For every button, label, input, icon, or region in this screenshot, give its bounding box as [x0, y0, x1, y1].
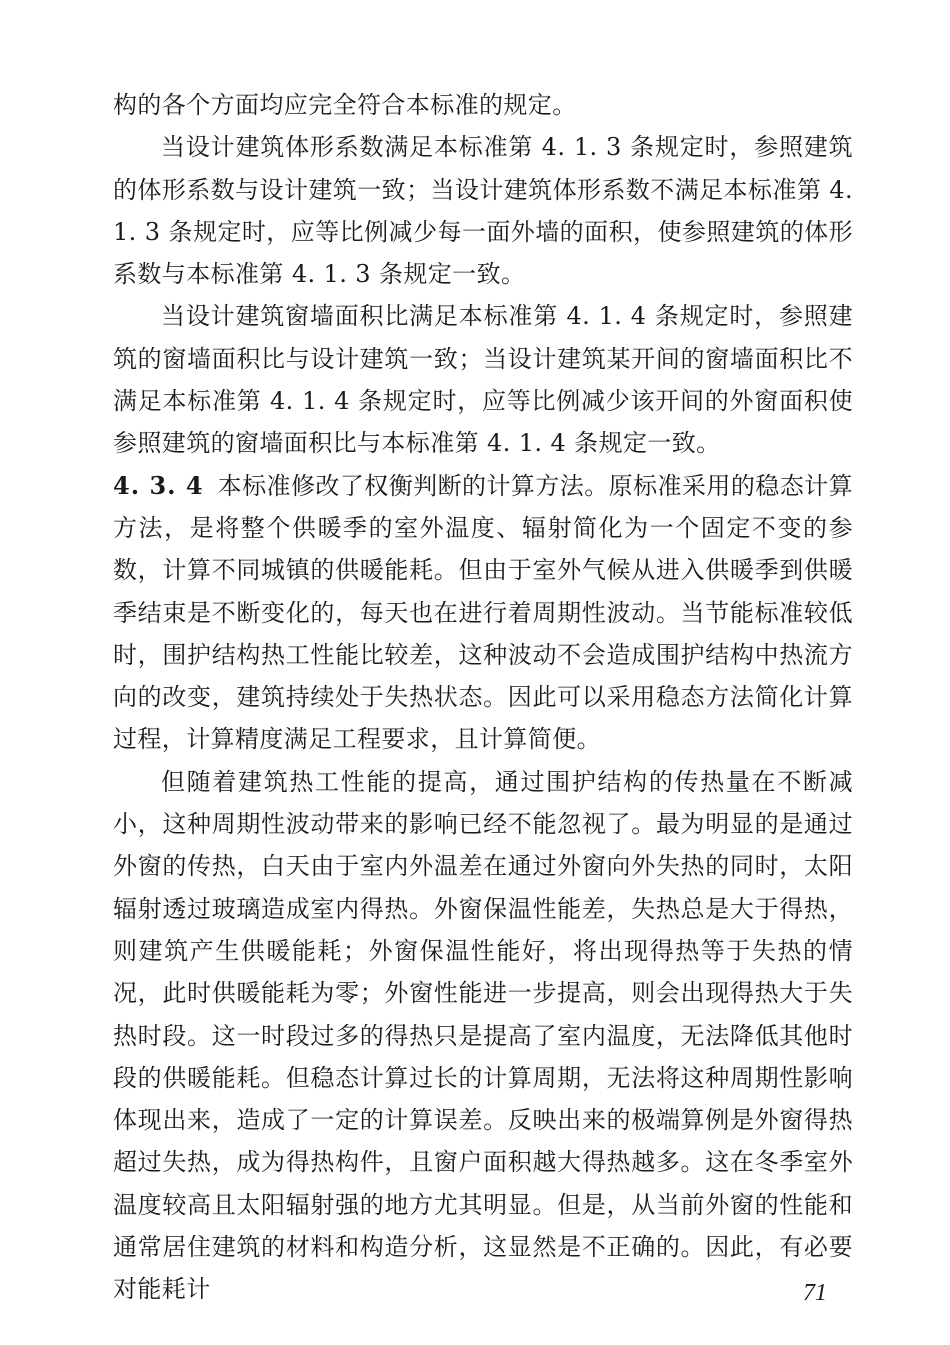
page-body [113, 84, 853, 1311]
paragraph-periodic-fluctuation: 但随着建筑热工性能的提高，通过围护结构的传热量在不断减小，这种周期性波动带来的影响已经不能忽视了。最为明显的是通过外窗的传热，白天由于室内外温差在通过外窗向外失热的同时，太阳辐射透过玻璃造成室内得热。外窗保温性能差，失热总是大于得热，则建筑产生供暖能耗；外窗保温性能好，将出现得热等于失热的情况，此时供暖能耗为零；外窗性能进一步提高，则会出现得热大于失热时段。这一时段过多的得热只是提高了室内温度，无法降低其他时段的供暖能耗。但稳态计算过长的计算周期，无法将这种周期性影响体现出来，造成了一定的计算误差。反映出来的极端算例是外窗得热超过失热，成为得热构件，且窗户面积越大得热越多。这在冬季室外温度较高且太阳辐射强的地方尤其明显。但是，从当前外窗的性能和通常居住建筑的材料和构造分析，这显然是不正确的。因此，有必要对能耗计 [113, 767, 853, 1304]
paragraph-shape-coefficient: 当设计建筑体形系数满足本标准第 4. 1. 3 条规定时，参照建筑的体形系数与设计建筑一致；当设计建筑体形系数不满足本标准第 4. 1. 3 条规定时，应等比例减少每一面外墙的面积，使参照建筑的体形系数与本标准第 4. 1. 3 条规定一致。 [113, 133, 853, 289]
paragraph-window-wall-ratio: 当设计建筑窗墙面积比满足本标准第 4. 1. 4 条规定时，参照建筑的窗墙面积比与设计建筑一致；当设计建筑某开间的窗墙面积比不满足本标准第 4. 1. 4 条规定时，应等比例减少该开间的外窗面积使参照建筑的窗墙面积比与本标准第 4. 1. 4 条规定一致。 [113, 302, 853, 458]
paragraph-continuation: 构的各个方面均应完全符合本标准的规定。 [113, 91, 577, 119]
clause-number: 4. 3. 4 [113, 470, 204, 500]
clause-paragraph [113, 465, 853, 761]
page-number: 71 [803, 1280, 827, 1306]
clause-text: 本标准修改了权衡判断的计算方法。原标准采用的稳态计算方法，是将整个供暖季的室外温度、辐射简化为一个固定不变的参数，计算不同城镇的供暖能耗。但由于室外气候从进入供暖季到供暖季结束是不断变化的，每天也在进行着周期性波动。当节能标准较低时，围护结构热工性能比较差，这种波动不会造成围护结构中热流方向的改变，建筑持续处于失热状态。因此可以采用稳态方法简化计算过程，计算精度满足工程要求，且计算简便。 [113, 471, 853, 754]
